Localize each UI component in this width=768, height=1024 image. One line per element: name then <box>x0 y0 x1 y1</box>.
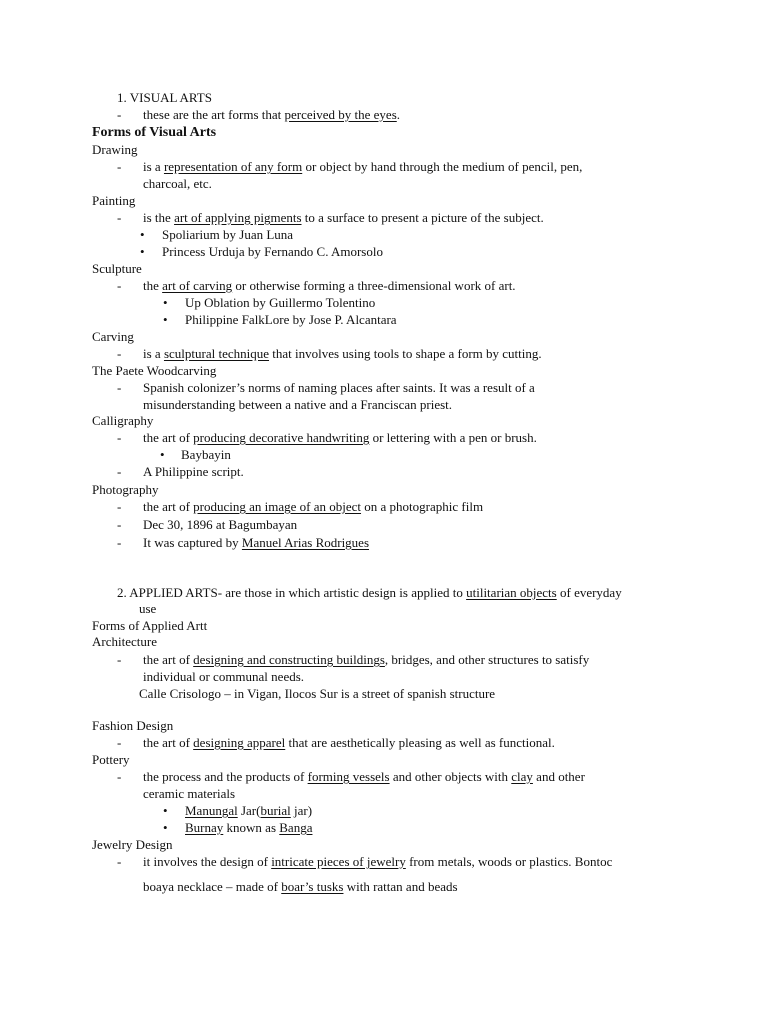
underlined-term: sculptural technique <box>163 346 270 361</box>
underlined-term: producing an image of an object <box>193 499 362 514</box>
section-heading-visual-arts: 1. VISUAL ARTS <box>117 90 212 105</box>
underlined-term: producing decorative handwriting <box>193 430 370 445</box>
architecture-title: Architecture <box>92 634 157 649</box>
section-heading-applied-arts: 2. APPLIED ARTS- are those in which artistic design is applied to utilitarian objects of everyday <box>117 585 622 600</box>
underlined-term: utilitarian objects <box>466 585 557 600</box>
photography-title: Photography <box>92 482 159 497</box>
pottery-definition-line2: ceramic materials <box>143 786 236 801</box>
dash-marker: - <box>117 107 122 122</box>
underlined-term: forming vessels <box>307 769 390 784</box>
jewelry-design-title: Jewelry Design <box>92 837 173 852</box>
sculpture-title: Sculpture <box>92 261 142 276</box>
underlined-term: Manuel Arias Rodrigues <box>241 535 370 550</box>
painting-title: Painting <box>92 193 136 208</box>
underlined-term: perceived by the eyes <box>284 107 397 122</box>
architecture-definition-line2: individual or communal needs. <box>143 669 305 684</box>
underlined-term: Burnay <box>185 820 224 835</box>
jewelry-design-line2: boaya necklace – made of boar’s tusks with rattan and beads <box>143 879 458 894</box>
underlined-term: designing and constructing buildings <box>193 652 385 667</box>
drawing-definition-line2: charcoal, etc. <box>143 176 212 191</box>
underlined-term: Banga <box>279 820 313 835</box>
underlined-term: designing apparel <box>193 735 286 750</box>
carving-title: Carving <box>92 329 134 344</box>
document-page: 1. VISUAL ARTS - these are the art forms that perceived by the eyes. Forms of Visual Arts Drawing - is a representation of any form or object by hand through the medium of pencil, pen, charcoal, etc. Painting - is the art of applying pigments to a surface to present a picture of the subject. • Spoliarium by Juan Luna • Princess Urduja by Fernando C. Amorsolo Sculpture - the art of carving or otherwise forming a three-dimensional work of art. • Up Oblation by Guillermo Tolentino • Philippine FalkLore by Jose P. Alcantara Carving - is a sculptural technique that involves using tools to shape a form by cutting. The Paete Woodcarving - Spanish colonizer’s norms of naming places after saints. It was a result of a misunderstanding between a native and a Franciscan priest. Calligraphy - the art of producing decorative handwriting or lettering with a pen or brush. • Baybayin - A Philippine script. Photography - the art of producing an image of an object on a photographic film - Dec 30, 1896 at Bagumbayan - It was captured by Manuel Arias Rodrigues 2. APPLIED ARTS- are those in which artistic design is applied to utilitarian objects of everyday use Forms of Applied Artt Architecture - the art of designing and constructing buildings, bridges, and other structures to satisfy individual or communal needs. Calle Crisologo – in Vigan, Ilocos Sur is a street of spanish structure Fashion Design - the art of designing apparel that are aesthetically pleasing as well as functional. Pottery - the process and the products of forming vessels and other objects with clay and other ceramic materials • Manungal Jar(burial jar) • Burnay known as Banga Jewelry Design - it involves the design of intricate pieces of jewelry from metals, woods or plastics. Bontoc boaya necklace – made of boar’s tusks with rattan and beads <box>92 90 622 894</box>
architecture-note: Calle Crisologo – in Vigan, Ilocos Sur is a street of spanish structure <box>139 686 496 701</box>
underlined-term: art of applying pigments <box>174 210 302 225</box>
underlined-term: representation of any form <box>163 159 303 174</box>
pottery-title: Pottery <box>92 752 130 767</box>
fashion-design-title: Fashion Design <box>92 718 174 733</box>
underlined-term: intricate pieces of jewelry <box>271 854 406 869</box>
underlined-term: clay <box>511 769 533 784</box>
underlined-term: burial <box>260 803 291 818</box>
drawing-title: Drawing <box>92 142 138 157</box>
calligraphy-title: Calligraphy <box>92 413 154 428</box>
forms-of-applied-arts-title: Forms of Applied Artt <box>92 618 208 633</box>
forms-of-visual-arts-title: Forms of Visual Arts <box>92 125 217 140</box>
paete-definition-line2: misunderstanding between a native and a Franciscan priest. <box>143 397 453 412</box>
paete-woodcarving-title: The Paete Woodcarving <box>92 363 217 378</box>
section-heading-applied-arts-line2: use <box>139 601 157 616</box>
underlined-term: Manungal <box>185 803 238 818</box>
underlined-term: boar’s tusks <box>281 879 344 894</box>
underlined-term: art of carving <box>162 278 233 293</box>
